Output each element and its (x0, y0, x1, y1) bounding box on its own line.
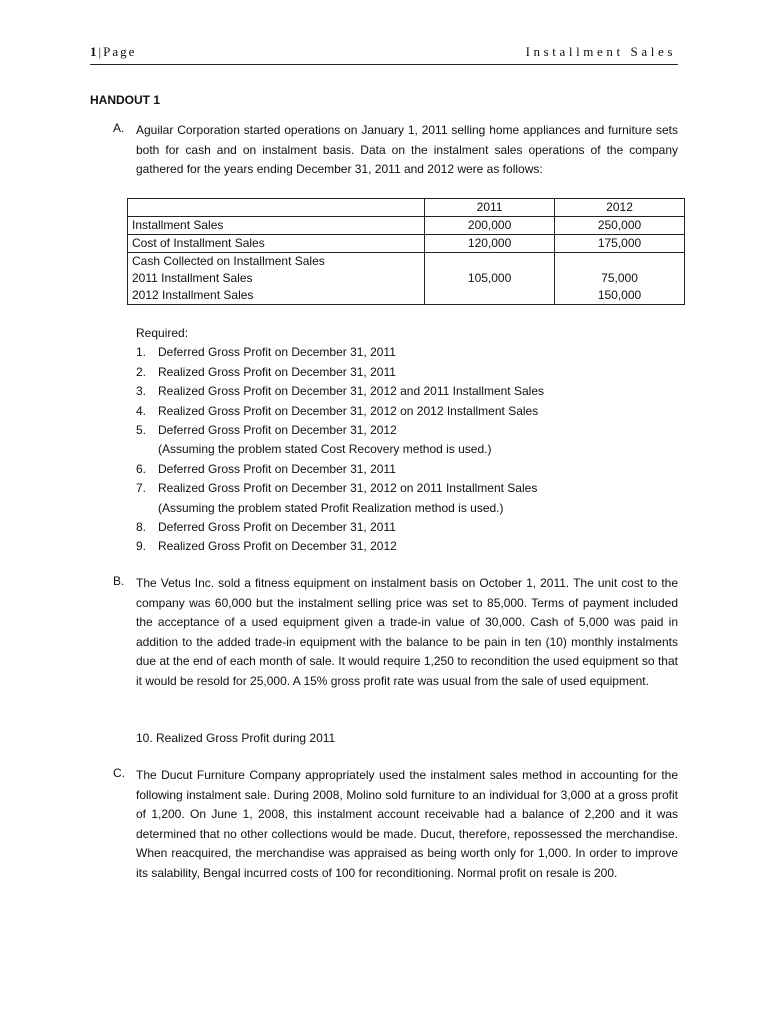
cash-collected-2011 (425, 253, 555, 305)
row-value-2011 (429, 253, 550, 270)
row-label: Cash Collected on Installment Sales (132, 254, 325, 268)
row-value-2011: 200,000 (425, 217, 555, 235)
page-number-label (90, 44, 136, 60)
cash-collected-2012 (555, 253, 685, 305)
row-label: 2012 Installment Sales (132, 288, 254, 302)
installment-sales-table (127, 198, 685, 305)
table-row (128, 217, 685, 235)
item-text: Deferred Gross Profit on December 31, 2011 (158, 520, 396, 535)
list-item (136, 343, 544, 362)
row-value-2012: 175,000 (555, 235, 685, 253)
item-text: Realized Gross Profit on December 31, 2012 on 2012 Installment Sales (158, 403, 539, 418)
section-a-letter: A. (113, 121, 125, 135)
list-item (136, 479, 544, 498)
table-row-cash-collected (128, 253, 685, 305)
note-cost-recovery: (Assuming the problem stated Cost Recovery method is used.) (158, 442, 492, 457)
section-b-text: The Vetus Inc. sold a fitness equipment on instalment basis on October 1, 2011. The unit cost to the company was 60,000 but the instalment selling price was set to 85,000. Terms of payment included the acceptance of a used equipment given a trade-in value of 30,000. Cash of 5,000 was paid in addition to the added trade-in equipment with the balance to be pain in ten (10) monthly instalments due at the end of each month of sale. It would require 1,250 to recondition the used equipment so that it would be resold for 25,000. A 15% gross profit rate was usual from the sale of used equipment. (136, 576, 678, 688)
table-header-2012: 2012 (555, 199, 685, 217)
item-number: 8. (136, 520, 147, 535)
row-value-2011: 120,000 (425, 235, 555, 253)
item-number: 5. (136, 423, 147, 438)
cash-collected-labels (128, 253, 425, 305)
section-c-text: The Ducut Furniture Company appropriately used the instalment sales method in accounting for the following instalment sale. During 2008, Molino sold furniture to an individual for 3,000 at a gross profit of 1,200. On June 1, 2008, this instalment account receivable had a balance of 2,200 and it was determined that no other collections would be made. Ducut, therefore, repossessed the merchandise. When reacquired, the merchandise was appraised as being worth only for 1,000. In order to improve its salability, Bengal incurred costs of 100 for reconditioning. Normal profit on resale is 200. (136, 768, 678, 880)
row-label: Cost of Installment Sales (128, 235, 425, 253)
item-number: 4. (136, 403, 147, 418)
list-item (136, 518, 544, 537)
table-header-row (128, 199, 685, 217)
item-text: Realized Gross Profit on December 31, 2012 and 2011 Installment Sales (158, 384, 544, 399)
section-a (113, 121, 678, 180)
required-list (136, 324, 544, 557)
section-a-text: Aguilar Corporation started operations on January 1, 2011 selling home appliances and furniture sets both for cash and on instalment basis. Data on the instalment sales operations of the company gathered for the years ending December 31, 2011 and 2012 were as follows: (136, 123, 678, 177)
list-item (136, 460, 544, 479)
list-item (136, 537, 544, 556)
item-number: 6. (136, 461, 147, 476)
handout-title: HANDOUT 1 (90, 93, 161, 107)
page-number: 1 (90, 44, 99, 59)
row-label: Installment Sales (128, 217, 425, 235)
page-header (90, 44, 678, 65)
required-label: Required: (136, 326, 189, 340)
list-item (136, 402, 544, 421)
list-item (136, 363, 544, 382)
page-word: |Page (98, 44, 137, 59)
section-b-letter: B. (113, 574, 125, 588)
header-title: Installment Sales (525, 44, 676, 59)
item-number: 2. (136, 364, 147, 379)
row-value-2012 (559, 253, 680, 270)
item-text: Realized Gross Profit on December 31, 2012 on 2011 Installment Sales (158, 481, 538, 496)
item-number: 9. (136, 539, 147, 554)
table-header-blank (128, 199, 425, 217)
row-value-2012: 150,000 (597, 288, 642, 302)
note-profit-realization: (Assuming the problem stated Profit Realization method is used.) (158, 500, 504, 515)
row-label: 2011 Installment Sales (132, 271, 253, 285)
item-text: Realized Gross Profit on December 31, 2011 (158, 364, 396, 379)
row-value-2011: 105,000 (467, 271, 512, 285)
item-text: Deferred Gross Profit on December 31, 2011 (158, 461, 396, 476)
item-text: Deferred Gross Profit on December 31, 2011 (158, 345, 396, 360)
table-row (128, 235, 685, 253)
table-header-2011: 2011 (425, 199, 555, 217)
item-number: 7. (136, 481, 147, 496)
item-number: 3. (136, 384, 147, 399)
required-items (136, 343, 544, 556)
section-b (113, 574, 678, 692)
item-text: Deferred Gross Profit on December 31, 2012 (158, 423, 397, 438)
row-value-2012: 250,000 (555, 217, 685, 235)
row-value-2012: 75,000 (601, 271, 638, 285)
item-text: Realized Gross Profit on December 31, 2012 (158, 539, 397, 554)
item-number: 1. (136, 345, 147, 360)
section-c-letter: C. (113, 766, 125, 780)
section-b-question: 10. Realized Gross Profit during 2011 (136, 731, 336, 745)
section-c (113, 766, 678, 884)
list-item (136, 421, 544, 440)
list-item (136, 382, 544, 401)
row-value-2011 (429, 287, 550, 304)
